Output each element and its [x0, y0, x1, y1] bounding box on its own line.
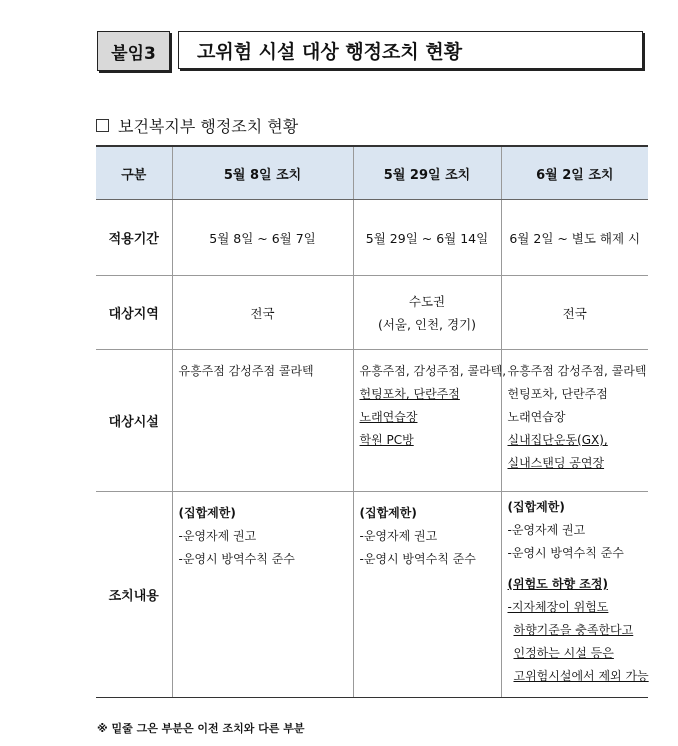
- title-row: [97, 31, 646, 71]
- header-category: 구분: [96, 146, 172, 200]
- row-label-region: 대상지역: [96, 276, 172, 350]
- cell-facilities-jun2: [501, 350, 648, 492]
- cell-region-may8: 전국: [172, 276, 353, 350]
- cell-region-jun2: 전국: [501, 276, 648, 350]
- measure-item: -운영자제 권고: [507, 523, 586, 537]
- measure-heading: (집합제한): [359, 506, 417, 520]
- facility-item: 헌팅포차, 단란주점: [359, 387, 460, 401]
- table-row-region: [96, 276, 648, 350]
- section-heading-text: 보건복지부 행정조치 현황: [118, 117, 299, 136]
- cell-period-may29: 5월 29일 ~ 6월 14일: [353, 200, 501, 276]
- cell-measures-jun2: [501, 492, 648, 698]
- footnote: ※ 밑줄 그은 부분은 이전 조치와 다른 부분: [97, 722, 305, 735]
- facility-item: 노래연습장: [359, 410, 418, 424]
- facility-item: 노래연습장: [507, 410, 566, 424]
- measure-heading: (위험도 하향 조정): [507, 577, 608, 591]
- measure-item: 고위험시설에서 제외 가능: [513, 669, 649, 683]
- checkbox-icon: [96, 119, 109, 132]
- measure-item: -지자체장이 위험도: [507, 600, 609, 614]
- measure-heading: (집합제한): [178, 506, 236, 520]
- facility-item: 유흥주점 감성주점 콜라텍: [178, 364, 314, 378]
- cell-period-may8: 5월 8일 ~ 6월 7일: [172, 200, 353, 276]
- table-header-row: [96, 146, 648, 200]
- row-label-facilities: 대상시설: [96, 350, 172, 492]
- facility-item: 유흥주점 감성주점, 콜라텍: [507, 364, 647, 378]
- facility-item: 학원 PC방: [359, 433, 414, 447]
- row-label-period: 적용기간: [96, 200, 172, 276]
- measure-item: -운영자제 권고: [178, 529, 257, 543]
- section-heading: [96, 114, 298, 137]
- attachment-tag: 붙임3: [97, 31, 170, 71]
- measure-item: -운영시 방역수칙 준수: [507, 546, 624, 560]
- measure-item: -운영시 방역수칙 준수: [359, 552, 476, 566]
- facility-item: 실내스탠딩 공연장: [507, 456, 605, 470]
- cell-measures-may29: [353, 492, 501, 698]
- cell-period-jun2: 6월 2일 ~ 별도 해제 시: [501, 200, 648, 276]
- document-title: 고위험 시설 대상 행정조치 현황: [178, 31, 643, 69]
- measure-heading: (집합제한): [507, 500, 565, 514]
- table-row-period: [96, 200, 648, 276]
- header-may8: 5월 8일 조치: [172, 146, 353, 200]
- table-row-facilities: [96, 350, 648, 492]
- cell-region-may29: [353, 276, 501, 350]
- table-row-measures: [96, 492, 648, 698]
- measure-item: 인정하는 시설 등은: [513, 646, 614, 660]
- cell-measures-may8: [172, 492, 353, 698]
- facility-item: 유흥주점, 감성주점, 콜라텍,: [359, 364, 507, 378]
- cell-facilities-may29: [353, 350, 507, 492]
- measures-table: [96, 145, 648, 698]
- header-may29: 5월 29일 조치: [353, 146, 501, 200]
- row-label-measures: 조치내용: [96, 492, 172, 698]
- measure-item: 하향기준을 충족한다고: [513, 623, 634, 637]
- header-jun2: 6월 2일 조치: [501, 146, 648, 200]
- cell-facilities-may8: [172, 350, 353, 492]
- measure-item: -운영시 방역수칙 준수: [178, 552, 295, 566]
- facility-item: 실내집단운동(GX),: [507, 433, 608, 447]
- region-line: (서울, 인천, 경기): [377, 316, 477, 332]
- region-line: 수도권: [408, 293, 446, 309]
- facility-item: 헌팅포차, 단란주점: [507, 387, 608, 401]
- measure-item: -운영자제 권고: [359, 529, 438, 543]
